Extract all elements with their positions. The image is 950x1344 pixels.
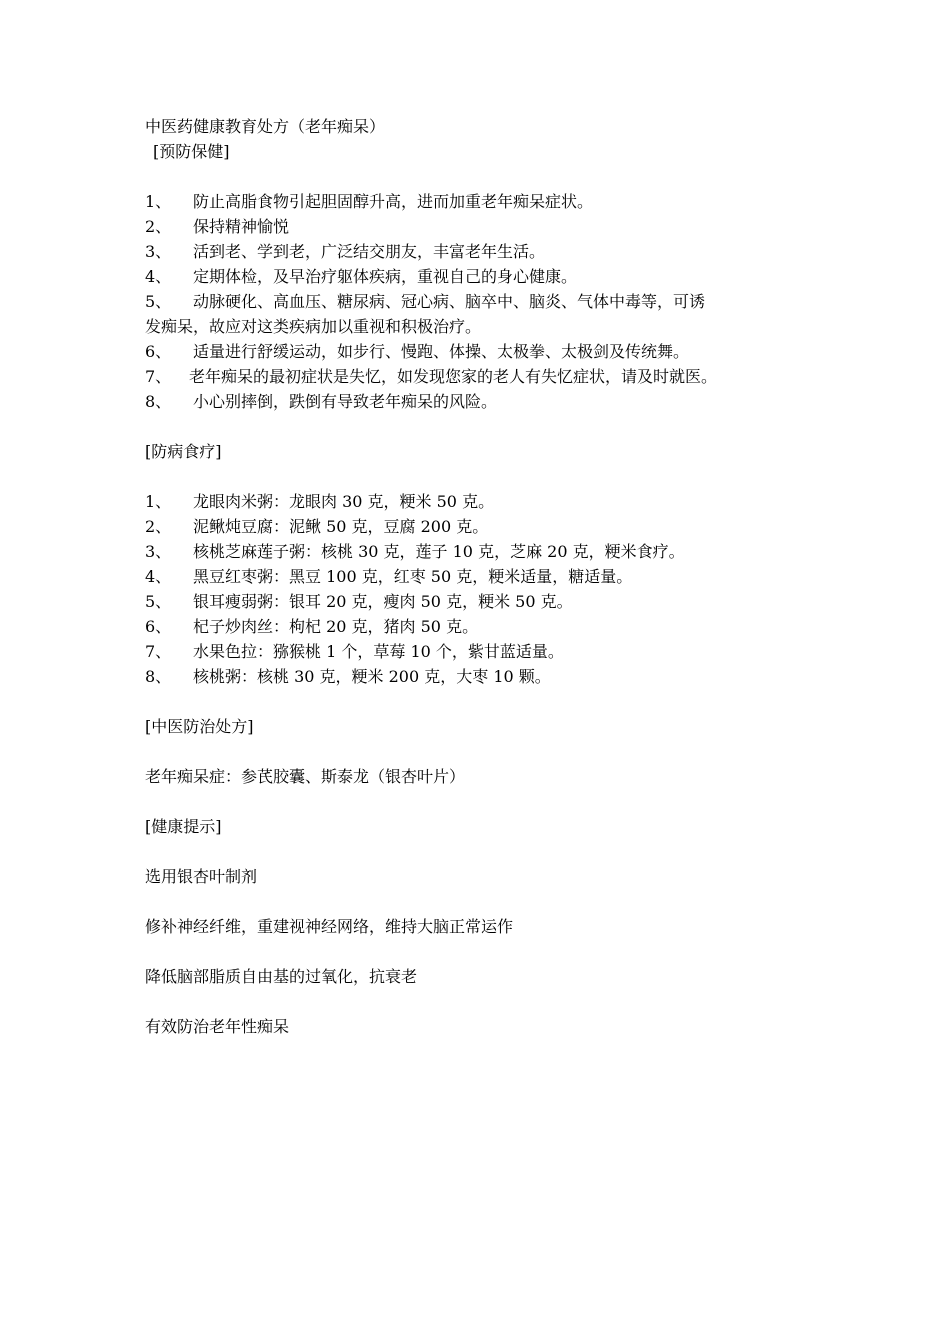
list-item-text: 核桃芝麻莲子粥：核桃 30 克，莲子 10 克，芝麻 20 克，粳米食疗。 xyxy=(193,542,685,561)
section-heading-prevention: [预防保健] xyxy=(153,142,230,161)
list-item-text: 保持精神愉悦 xyxy=(193,217,290,236)
section-heading-diet: [防病食疗] xyxy=(145,442,222,461)
list-item-number: 3、 xyxy=(145,242,172,261)
list-item xyxy=(145,189,825,214)
list-item-number: 1、 xyxy=(145,492,172,511)
list-item xyxy=(145,639,825,664)
list-item-continuation: 发痴呆，故应对这类疾病加以重视和积极治疗。 xyxy=(145,317,482,336)
list-item xyxy=(145,489,825,514)
list-item-text: 核桃粥：核桃 30 克，粳米 200 克，大枣 10 颗。 xyxy=(193,667,551,686)
list-item-text: 防止高脂食物引起胆固醇升高，进而加重老年痴呆症状。 xyxy=(193,192,594,211)
list-item-number: 6、 xyxy=(145,342,172,361)
list-item-number: 1、 xyxy=(145,192,172,211)
health-tip-line: 修补神经纤维，重建视神经网络，维持大脑正常运作 xyxy=(145,917,514,936)
list-item-text: 动脉硬化、高血压、糖尿病、冠心病、脑卒中、脑炎、气体中毒等，可诱 xyxy=(193,292,706,311)
section-heading-health-tips: [健康提示] xyxy=(145,817,222,836)
list-item-text: 老年痴呆的最初症状是失忆，如发现您家的老人有失忆症状，请及时就医。 xyxy=(189,367,718,386)
list-item-number: 7、 xyxy=(145,367,172,386)
list-item-text: 定期体检，及早治疗躯体疾病，重视自己的身心健康。 xyxy=(193,267,578,286)
list-item-text: 适量进行舒缓运动，如步行、慢跑、体操、太极拳、太极剑及传统舞。 xyxy=(193,342,690,361)
list-item-number: 2、 xyxy=(145,517,172,536)
list-item xyxy=(145,214,825,239)
list-item-text: 小心别摔倒，跌倒有导致老年痴呆的风险。 xyxy=(193,392,498,411)
list-item-number: 7、 xyxy=(145,642,172,661)
list-item xyxy=(145,664,825,689)
health-tip-line: 有效防治老年性痴呆 xyxy=(145,1017,290,1036)
list-item-number: 8、 xyxy=(145,392,172,411)
health-tip-line: 选用银杏叶制剂 xyxy=(145,867,258,886)
list-item-number: 4、 xyxy=(145,567,172,586)
tcm-prescription-text: 老年痴呆症：参芪胶囊、斯泰龙（银杏叶片） xyxy=(145,767,466,786)
list-item-text: 龙眼肉米粥：龙眼肉 30 克，粳米 50 克。 xyxy=(193,492,495,511)
list-item-text: 泥鳅炖豆腐：泥鳅 50 克，豆腐 200 克。 xyxy=(193,517,489,536)
list-item-text: 杞子炒肉丝：枸杞 20 克，猪肉 50 克。 xyxy=(193,617,479,636)
list-item-text: 黑豆红枣粥：黑豆 100 克，红枣 50 克，粳米适量，糖适量。 xyxy=(193,567,633,586)
list-item-text: 银耳瘦弱粥：银耳 20 克，瘦肉 50 克，粳米 50 克。 xyxy=(193,592,573,611)
list-item xyxy=(145,589,825,614)
list-item-number: 4、 xyxy=(145,267,172,286)
document-page xyxy=(145,114,825,1039)
list-item xyxy=(145,289,825,314)
list-item-number: 5、 xyxy=(145,292,172,311)
list-item xyxy=(145,339,825,364)
list-item xyxy=(145,264,825,289)
list-item xyxy=(145,364,825,389)
health-tip-line: 降低脑部脂质自由基的过氧化，抗衰老 xyxy=(145,967,418,986)
list-item-number: 6、 xyxy=(145,617,172,636)
list-item-number: 2、 xyxy=(145,217,172,236)
document-title: 中医药健康教育处方（老年痴呆） xyxy=(145,117,386,136)
list-item xyxy=(145,564,825,589)
section-heading-tcm-prescription: [中医防治处方] xyxy=(145,717,254,736)
list-item-text: 活到老、学到老，广泛结交朋友，丰富老年生活。 xyxy=(193,242,546,261)
list-item xyxy=(145,539,825,564)
list-item-number: 8、 xyxy=(145,667,172,686)
list-item-number: 3、 xyxy=(145,542,172,561)
list-item xyxy=(145,514,825,539)
list-item xyxy=(145,389,825,414)
list-item-number: 5、 xyxy=(145,592,172,611)
list-item xyxy=(145,614,825,639)
list-item xyxy=(145,239,825,264)
list-item-text: 水果色拉：猕猴桃 1 个，草莓 10 个，紫甘蓝适量。 xyxy=(193,642,564,661)
